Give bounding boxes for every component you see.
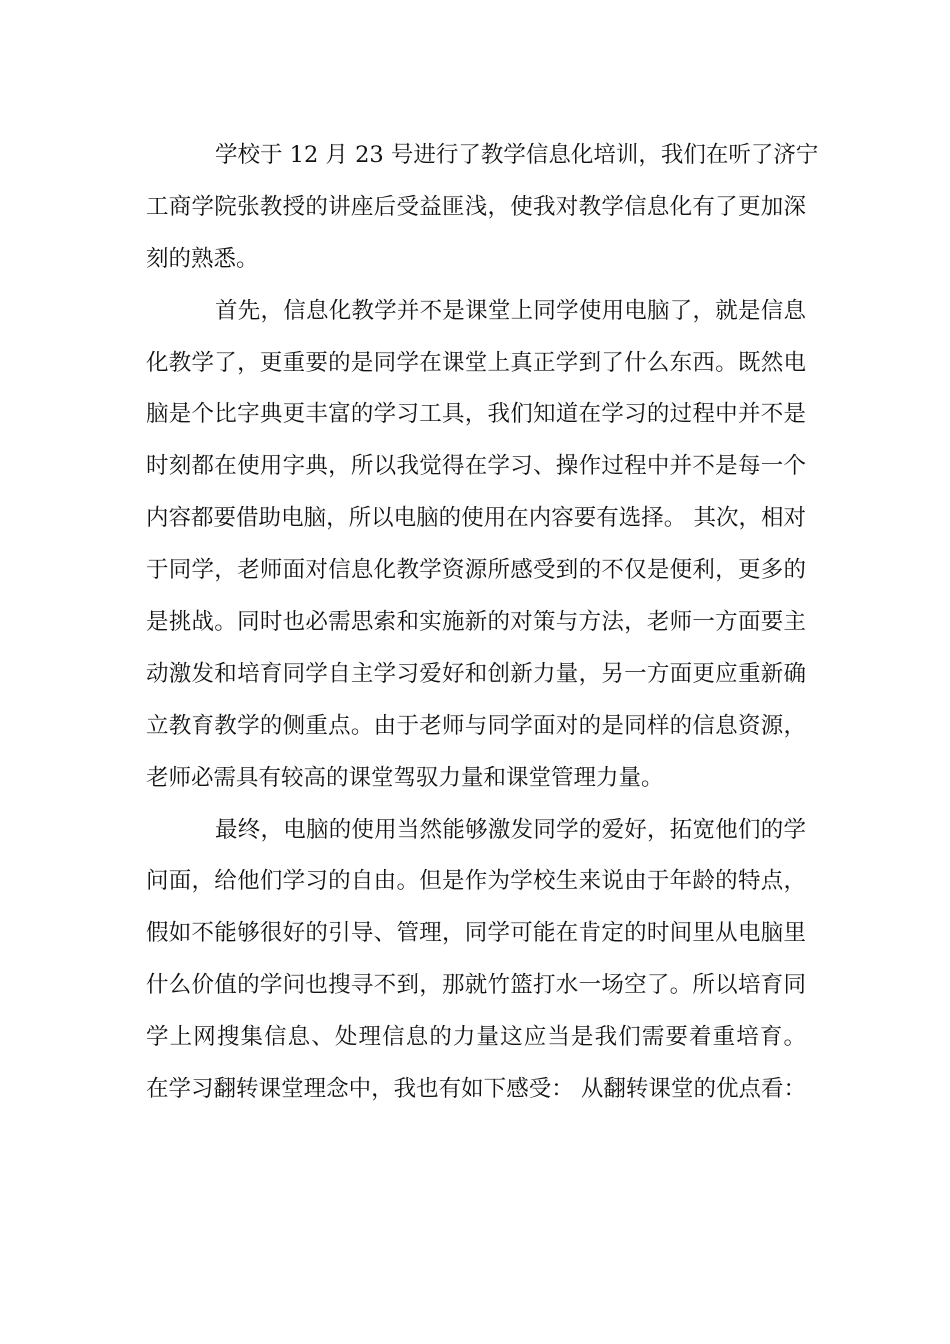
paragraph-3-line-5: 学上网搜集信息、处理信息的力量这应当是我们需要着重培育。 [146, 1024, 806, 1051]
paragraph-2-line-2: 化教学了，更重要的是同学在课堂上真正学到了什么东西。既然电 [146, 349, 806, 376]
paragraph-2-line-8: 动激发和培育同学自主学习爱好和创新力量，另一方面更应重新确 [146, 660, 806, 687]
paragraph-3-line-6: 在学习翻转课堂理念中，我也有如下感受： 从翻转课堂的优点看： [146, 1076, 806, 1103]
paragraph-2-line-9: 立教育教学的侧重点。由于老师与同学面对的是同样的信息资源， [146, 712, 806, 739]
paragraph-1-line-3: 刻的熟悉。 [146, 245, 259, 272]
paragraph-3-line-1: 最终，电脑的使用当然能够激发同学的爱好，拓宽他们的学 [215, 816, 806, 843]
paragraph-2-line-6: 于同学，老师面对信息化教学资源所感受到的不仅是便利，更多的 [146, 557, 806, 584]
paragraph-2-line-5: 内容都要借助电脑，所以电脑的使用在内容要有选择。 其次，相对 [146, 505, 806, 532]
paragraph-2-line-7: 是挑战。同时也必需思索和实施新的对策与方法，老师一方面要主 [146, 609, 806, 636]
paragraph-2-line-1: 首先，信息化教学并不是课堂上同学使用电脑了，就是信息 [215, 297, 806, 324]
paragraph-1-line-2: 工商学院张教授的讲座后受益匪浅，使我对教学信息化有了更加深 [146, 193, 806, 220]
paragraph-2-line-3: 脑是个比字典更丰富的学习工具，我们知道在学习的过程中并不是 [146, 401, 806, 428]
paragraph-1-line-1: 学校于 12 月 23 号进行了教学信息化培训，我们在听了济宁 [215, 142, 819, 168]
paragraph-2-line-4: 时刻都在使用字典，所以我觉得在学习、操作过程中并不是每一个 [146, 453, 806, 480]
paragraph-3-line-4: 什么价值的学问也搜寻不到，那就竹篮打水一场空了。所以培育同 [146, 972, 806, 999]
paragraph-2-line-10: 老师必需具有较高的课堂驾驭力量和课堂管理力量。 [146, 764, 664, 791]
paragraph-3-line-2: 问面，给他们学习的自由。但是作为学校生来说由于年龄的特点， [146, 868, 806, 895]
paragraph-3-line-3: 假如不能够很好的引导、管理，同学可能在肯定的时间里从电脑里 [146, 920, 806, 947]
document-body [146, 130, 819, 1116]
